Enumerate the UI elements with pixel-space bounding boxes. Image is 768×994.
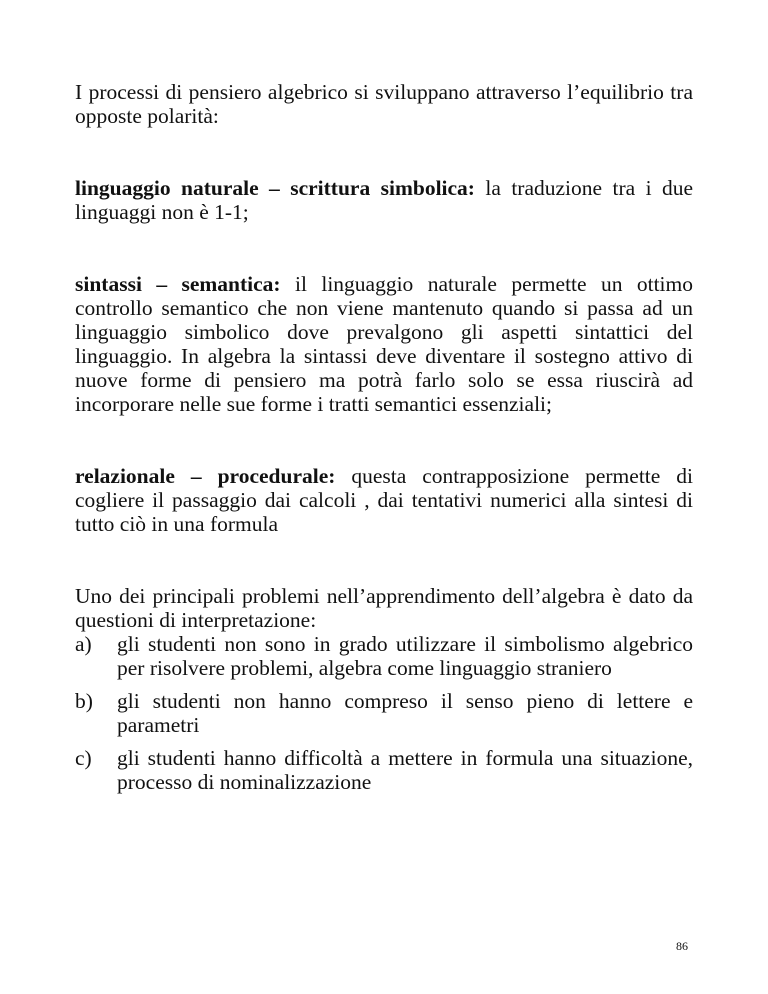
section-term: relazionale – procedurale:	[75, 464, 336, 488]
intro-paragraph: I processi di pensiero algebrico si sviluppano attraverso l’equilibrio tra opposte polarità:	[75, 80, 693, 128]
list-item-text: gli studenti non sono in grado utilizzare il simbolismo algebrico per risolvere problemi, algebra come linguaggio straniero	[117, 632, 693, 680]
list-marker: b)	[75, 689, 93, 713]
section-text: la traduzione tra i due linguaggi non è 1-1;	[75, 176, 693, 224]
section-natural-symbolic	[75, 176, 693, 224]
section-term: sintassi – semantica:	[75, 272, 281, 296]
section-text: questa contrapposizione permette di cogliere il passaggio dai calcoli , dai tentativi numerici alla sintesi di tutto ciò in una formula	[75, 464, 693, 536]
document-page	[75, 80, 693, 803]
page-number: 86	[676, 939, 688, 953]
section-term: linguaggio naturale – scrittura simbolica:	[75, 176, 475, 200]
list-marker: a)	[75, 632, 92, 656]
list-item-text: gli studenti hanno difficoltà a mettere in formula una situazione, processo di nominalizzazione	[117, 746, 693, 794]
list-item	[75, 689, 693, 737]
list-item-text: gli studenti non hanno compreso il senso pieno di lettere e parametri	[117, 689, 693, 737]
list-marker: c)	[75, 746, 92, 770]
section-relational-procedural	[75, 464, 693, 536]
problems-list	[75, 632, 693, 794]
list-item	[75, 632, 693, 680]
problems-intro: Uno dei principali problemi nell’apprendimento dell’algebra è dato da questioni di interpretazione:	[75, 584, 693, 632]
list-item	[75, 746, 693, 794]
section-text: il linguaggio naturale permette un ottimo controllo semantico che non viene mantenuto quando si passa ad un linguaggio simbolico dove prevalgono gli aspetti sintattici del linguaggio. In algebra la sintassi deve diventare il sostegno attivo di nuove forme di pensiero ma potrà farlo solo se essa riuscirà ad incorporare nelle sue forme i tratti semantici essenziali;	[75, 272, 694, 416]
section-syntax-semantics	[75, 272, 693, 416]
